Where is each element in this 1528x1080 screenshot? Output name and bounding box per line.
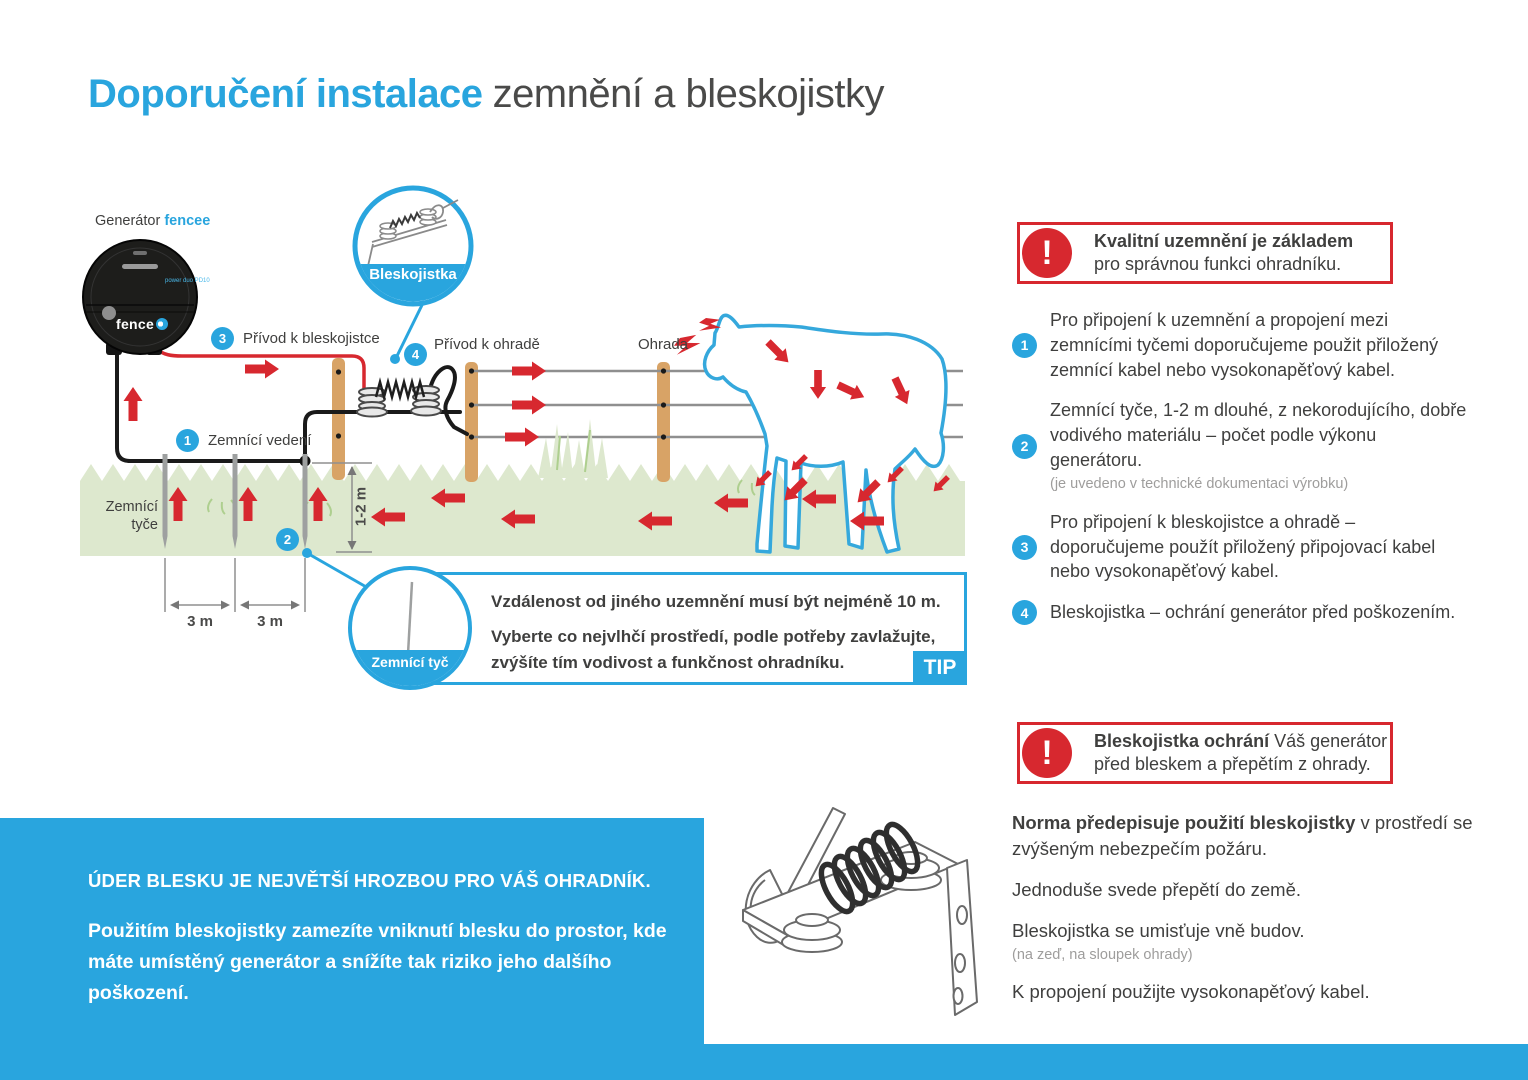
dim-label-height: 1-2 m — [352, 486, 370, 527]
label-privod-k-bleskojistce: Přívod k bleskojistce — [243, 330, 380, 347]
label-zemnici-tyce: Zemnící tyče — [105, 499, 158, 534]
step-3-badge: 3 — [1012, 535, 1037, 560]
spring-coil — [376, 382, 424, 397]
generator-logo-dot-icon — [156, 318, 168, 330]
generator-device — [83, 240, 197, 355]
info-umisteni-text: Bleskojistka se umisťuje vně budov. — [1012, 919, 1305, 941]
badge-4: 4 — [404, 343, 427, 366]
step-2-note: (je uvedeno v technické dokumentaci výrobku) — [1050, 475, 1349, 492]
label-privod-k-ohrade: Přívod k ohradě — [434, 336, 540, 353]
exclamation-icon: ! — [1022, 228, 1072, 278]
tip-box — [420, 572, 967, 685]
arrester-product-illustration — [715, 770, 1025, 1070]
alert-grounding-bold: Kvalitní uzemnění je základem — [1094, 230, 1354, 251]
dim-label-gap2: 3 m — [257, 613, 283, 630]
alert-arrester — [1017, 722, 1393, 784]
rod-callout-circle — [348, 566, 472, 690]
info-umisteni — [1012, 918, 1487, 965]
tip-line-1: Vzdálenost od jiného uzemnění musí být nejméně 10 m. — [491, 592, 941, 611]
steps-list — [1012, 308, 1467, 641]
info-propojeni: K propojení použijte vysokonapěťový kabel. — [1012, 981, 1370, 1003]
alert-grounding — [1017, 222, 1393, 284]
badge-2: 2 — [276, 528, 299, 551]
label-ohrada: Ohrada — [637, 336, 689, 353]
step-2-badge: 2 — [1012, 434, 1037, 459]
info-umisteni-note: (na zeď, na sloupek ohrady) — [1012, 946, 1193, 963]
step-3-text: Pro připojení k bleskojistce a ohradě – doporučujeme použít přiložený připojovací kabel nebo vysokonapěťový kabel. — [1050, 511, 1436, 582]
generator-logo-text: fence — [116, 316, 155, 332]
tip-line-2: Vyberte co nejvlhčí prostředí, podle potřeby zavlažujte, — [491, 627, 936, 646]
page-title — [88, 72, 884, 117]
alert-arrester-line2: před bleskem a přepětím z ohrady. — [1094, 754, 1371, 774]
generator-label-brand: fencee — [164, 213, 211, 229]
alert-arrester-rest: Váš generátor — [1269, 730, 1388, 751]
info-norma-rest: v prostředí se zvýšeným nebezpečím požáru. — [1012, 812, 1473, 859]
info-norma-bold: Norma předepisuje použití bleskojistky — [1012, 812, 1356, 833]
badge-1: 1 — [176, 429, 199, 452]
panel-body: Použitím bleskojistky zamezíte vniknutí blesku do prostor, kde máte umístěný generátor a snížíte tak riziko jeho dalšího poškození. — [88, 920, 667, 1004]
info-paragraphs — [1012, 810, 1487, 1020]
dim-label-gap1: 3 m — [187, 613, 213, 630]
info-svede: Jednoduše svede přepětí do země. — [1012, 878, 1301, 900]
generator-button — [102, 306, 116, 320]
info-norma — [1012, 810, 1487, 862]
generator-logo — [116, 316, 168, 332]
tip-tag: TIP — [913, 651, 967, 685]
alert-arrester-bold: Bleskojistka ochrání — [1094, 730, 1270, 751]
tip-line-3: zvýšíte tím vodivost a funkčnost ohradníku. — [491, 652, 845, 672]
panel-heading: ÚDER BLESKU JE NEJVĚTŠÍ HROZBOU PRO VÁŠ OHRADNÍK. — [88, 870, 651, 891]
exclamation-icon: ! — [1022, 728, 1072, 778]
rod-callout-label: Zemnící tyč — [352, 650, 468, 686]
fence-posts — [332, 358, 670, 482]
badge-3: 3 — [211, 327, 234, 350]
label-zemnici-vedeni: Zemnící vedení — [208, 432, 312, 449]
generator-label — [95, 213, 210, 229]
callout-bleskojistka-label: Bleskojistka — [369, 266, 457, 283]
lightning-warning-panel — [0, 818, 704, 1080]
ground-band — [80, 464, 965, 556]
page-title-rest: zemnění a bleskojistky — [492, 72, 884, 116]
step-2-text: Zemnící tyče, 1-2 m dlouhé, z nekorodujícího, dobře vodivého materiálu – počet podle výkonu generátoru. — [1050, 400, 1467, 471]
generator-model-text: power duo PD10 — [165, 278, 210, 284]
page-title-highlight: Doporučení instalace — [88, 72, 483, 116]
step-1 — [1012, 308, 1467, 382]
step-2 — [1012, 398, 1467, 493]
alert-grounding-line2: pro správnou funkci ohradníku. — [1094, 254, 1342, 274]
step-4-badge: 4 — [1012, 600, 1037, 625]
step-4-text: Bleskojistka – ochrání generátor před poškozením. — [1050, 602, 1456, 623]
generator-label-prefix: Generátor — [95, 213, 161, 229]
step-3 — [1012, 510, 1467, 584]
step-4 — [1012, 600, 1467, 625]
step-1-badge: 1 — [1012, 333, 1037, 358]
step-1-text: Pro připojení k uzemnění a propojení mezi zemnícími tyčemi doporučujeme použit přiložený zemnící kabel nebo vysokonapěťový kabel. — [1050, 310, 1439, 380]
